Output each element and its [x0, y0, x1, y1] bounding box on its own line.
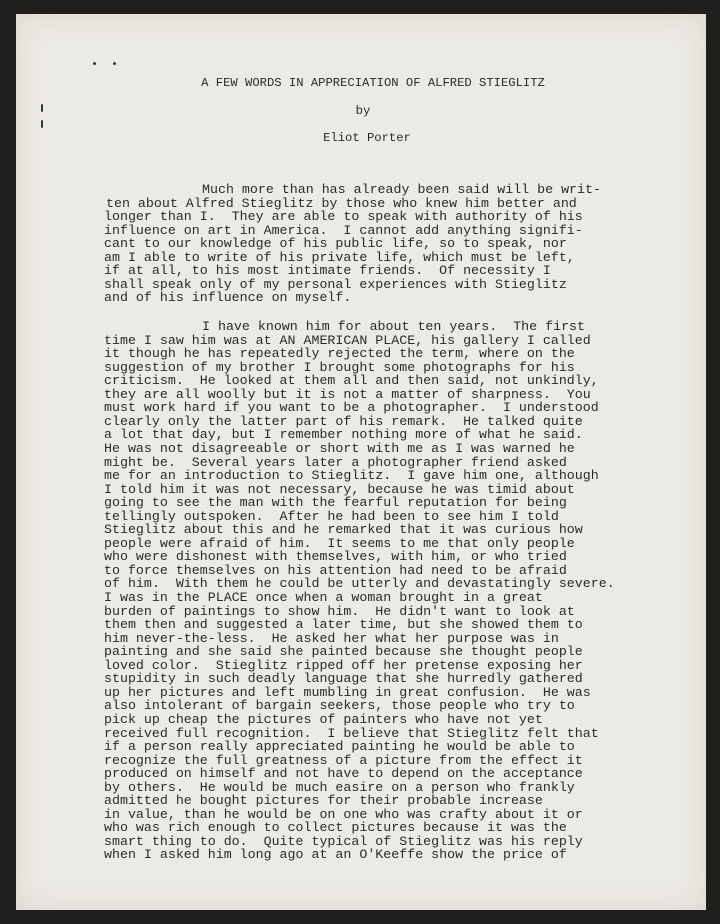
text-line: shall speak only of my personal experiences with Stieglitz [104, 276, 567, 292]
byline-by: by [355, 104, 371, 118]
author-name: Eliot Porter [323, 131, 411, 145]
text-line: Stieglitz about this and he remarked that it was curious how [104, 522, 583, 538]
text-line: cant to our knowledge of his public life, so to speak, nor [104, 236, 567, 252]
text-line: painting and she said she painted because she thought people [104, 644, 583, 660]
text-line: and of his influence on myself. [104, 290, 352, 306]
ink-speck [93, 62, 96, 65]
text-line: longer than I. They are able to speak with authority of his [104, 209, 583, 225]
text-line: stupidity in such deadly language that she hurredly gathered [104, 671, 583, 687]
text-line: I told him it was not necessary, because he was timid about [104, 481, 575, 497]
text-line: pick up cheap the pictures of painters who have not yet [104, 711, 543, 727]
text-line: who were dishonest with themselves, with him, or who tried [104, 549, 567, 565]
text-line: loved color. Stieglitz ripped off her pretense exposing her [104, 657, 583, 673]
typewritten-page [16, 14, 706, 910]
text-line: a lot that day, but I remember nothing more of what he said. [104, 427, 583, 443]
text-line: up her pictures and left mumbling in great confusion. He was [104, 684, 591, 700]
text-line: to force themselves on his attention had need to be afraid [104, 562, 567, 578]
text-line: them then and suggested a later time, but she showed them to [104, 617, 583, 633]
text-line: might be. Several years later a photographer friend asked [104, 454, 567, 470]
text-line: must work hard if you want to be a photographer. I understood [104, 400, 599, 416]
text-line: am I able to write of his private life, which must be left, [104, 249, 575, 265]
text-line: smart thing to do. Quite typical of Stieglitz was his reply [104, 833, 583, 849]
text-line: who was rich enough to collect pictures because it was the [104, 820, 567, 836]
text-line: received full recognition. I believe that Stieglitz felt that [104, 725, 599, 741]
text-line: people were afraid of him. It seems to me that only people [104, 535, 575, 551]
text-line: if at all, to his most intimate friends. Of necessity I [104, 263, 551, 279]
text-line: when I asked him long ago at an O'Keeffe show the price of [104, 847, 567, 863]
text-line: of him. With them he could be utterly and devastatingly severe. [104, 576, 615, 592]
text-line: admitted he bought pictures for their probable increase [104, 793, 543, 809]
text-line: if a person really appreciated painting he would be able to [104, 739, 575, 755]
text-line: I have known him for about ten years. The first [202, 319, 586, 334]
text-line: produced on himself and not have to depend on the acceptance [104, 766, 583, 782]
text-line: time I saw him was at AN AMERICAN PLACE, his gallery I called [104, 332, 591, 348]
text-line: influence on art in America. I cannot add anything signifi- [104, 222, 583, 238]
text-line: him never-the-less. He asked her what her purpose was in [104, 630, 559, 646]
text-line: tellingly outspoken. After he had been to see him I told [104, 508, 559, 524]
text-line: criticism. He looked at them all and then said, not unkindly, [104, 373, 599, 389]
text-line: He was not disagreeable or short with me as I was warned he [104, 440, 575, 456]
text-line: Much more than has already been said will be writ- [202, 182, 601, 197]
text-line: they are all woolly but it is not a matter of sharpness. You [104, 386, 591, 402]
text-line: burden of paintings to show him. He didn't want to look at [104, 603, 575, 619]
ink-speck [113, 62, 116, 65]
text-line: I was in the PLACE once when a woman brought in a great [104, 590, 543, 605]
text-line: ten about Alfred Stieglitz by those who knew him better and [106, 195, 577, 211]
text-line: in value, than he would be on one who was crafty about it or [104, 806, 583, 822]
ink-speck [41, 120, 43, 128]
text-line: recognize the full greatness of a picture from the effect it [104, 752, 583, 768]
text-line: by others. He would be much easire on a person who frankly [104, 779, 575, 795]
text-line: suggestion of my brother I brought some photographs for his [104, 359, 575, 375]
text-line: me for an introduction to Stieglitz. I gave him one, although [104, 468, 599, 484]
text-line: going to see the man with the fearful reputation for being [104, 495, 567, 511]
document-title: A FEW WORDS IN APPRECIATION OF ALFRED STIEGLITZ [201, 76, 545, 90]
text-line: clearly only the latter part of his remark. He talked quite [104, 413, 583, 429]
text-line: also intolerant of bargain seekers, those people who try to [104, 698, 575, 714]
text-line: it though he has repeatedly rejected the term, where on the [104, 346, 575, 362]
